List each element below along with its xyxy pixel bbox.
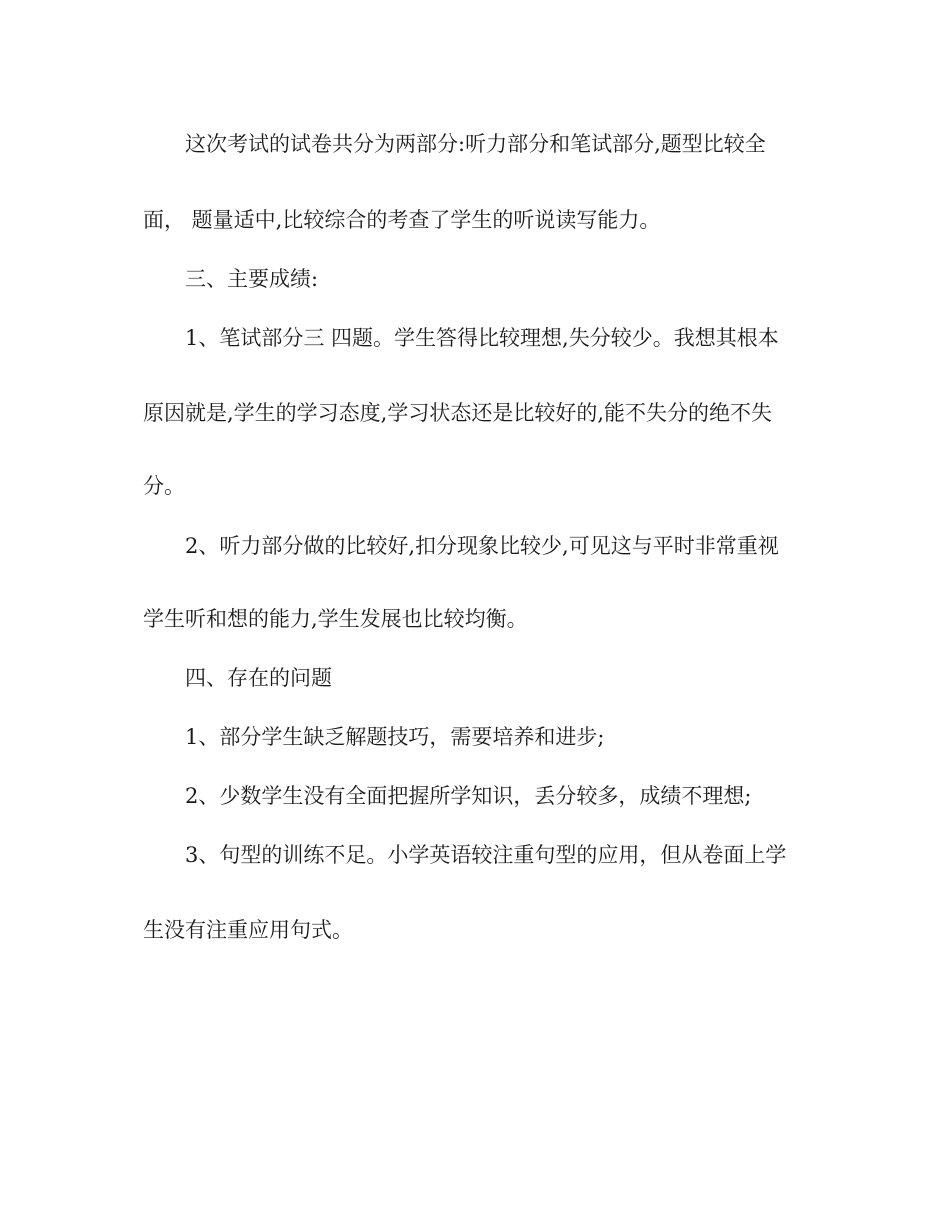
problem-item-2: 2、少数学生没有全面把握所学知识，丢分较多，成绩不理想; [185, 784, 752, 808]
paragraph-exam-structure-line-1: 这次考试的试卷共分为两部分:听力部分和笔试部分,题型比较全 [185, 132, 766, 156]
problem-item-1: 1、部分学生缺乏解题技巧，需要培养和进步; [185, 725, 605, 749]
paragraph-written-part-line-2: 原因就是,学生的学习态度,学习状态还是比较好的,能不失分的绝不失 [143, 401, 773, 425]
problem-item-3-line-2: 生没有注重应用句式。 [143, 918, 353, 942]
problem-item-3-line-1: 3、句型的训练不足。小学英语较注重句型的应用，但从卷面上学 [185, 843, 787, 867]
paragraph-written-part-line-3: 分。 [143, 474, 185, 498]
heading-main-results: 三、主要成绩: [185, 267, 319, 291]
paragraph-listening-part-line-2: 学生听和想的能力,学生发展也比较均衡。 [143, 607, 528, 631]
paragraph-written-part-line-1: 1、笔试部分三 四题。学生答得比较理想,失分较少。我想其根本 [185, 326, 779, 350]
heading-existing-problems: 四、存在的问题 [185, 666, 332, 690]
paragraph-exam-structure-line-2: 面， 题量适中,比较综合的考查了学生的听说读写能力。 [143, 208, 661, 232]
paragraph-listening-part-line-1: 2、听力部分做的比较好,扣分现象比较少,可见这与平时非常重视 [185, 534, 779, 558]
